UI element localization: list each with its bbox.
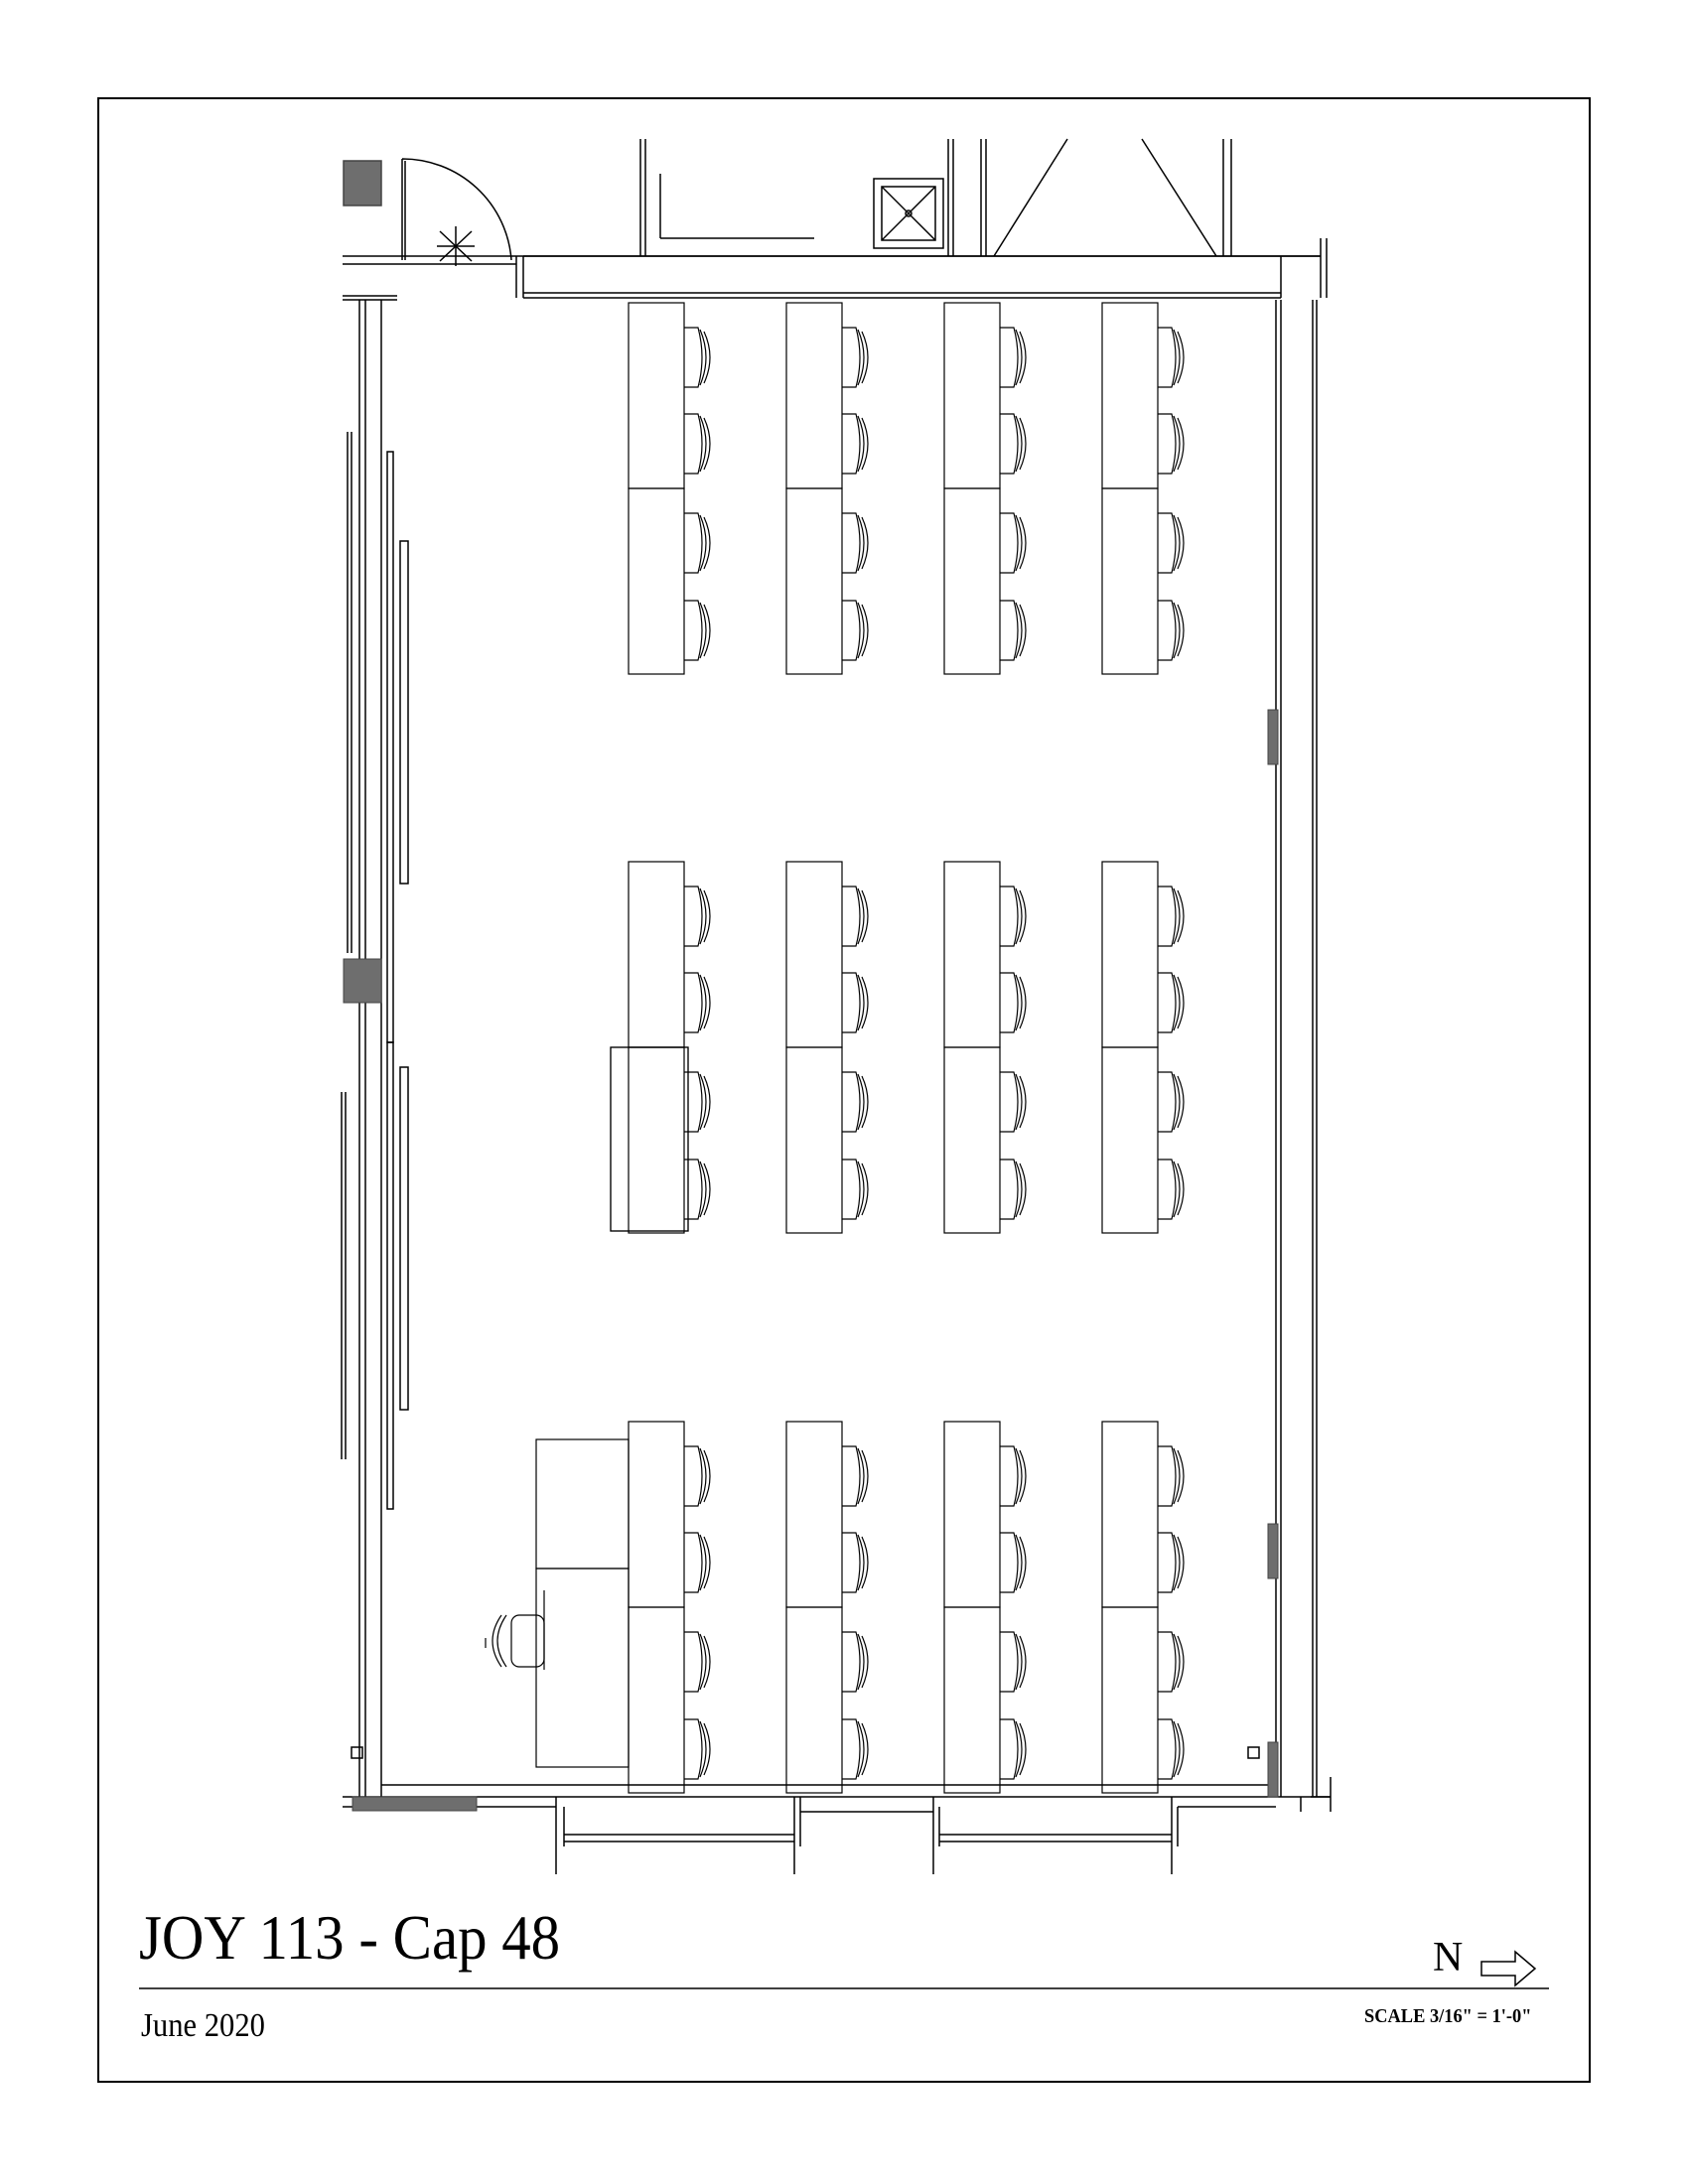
instructor-desk (536, 1439, 629, 1569)
student-chair (1158, 1160, 1184, 1219)
right-arrow-icon (1481, 1952, 1535, 1985)
student-chair (1158, 1719, 1184, 1779)
student-chair (684, 973, 710, 1032)
student-chair (1000, 1719, 1026, 1779)
student-chair (1158, 513, 1184, 573)
student-chair (1158, 1446, 1184, 1506)
student-chair (684, 1533, 710, 1592)
student-chair (684, 414, 710, 474)
desk (1102, 488, 1158, 674)
student-chair (1158, 1072, 1184, 1132)
north-label: N (1433, 1935, 1464, 1980)
instructor-desk-lower (536, 1569, 629, 1767)
desk (944, 862, 1000, 1047)
desk (944, 1422, 1000, 1607)
desk (629, 303, 684, 488)
student-chair (842, 1719, 868, 1779)
student-chair (684, 1632, 710, 1692)
student-chair (842, 513, 868, 573)
scale-label: SCALE 3/16" = 1'-0" (1364, 2005, 1532, 2027)
student-chair (842, 973, 868, 1032)
student-chair (1000, 513, 1026, 573)
desk (1102, 862, 1158, 1047)
desk (786, 303, 842, 488)
side-table (611, 1047, 688, 1231)
student-chair (842, 887, 868, 946)
seat-layout (684, 328, 1184, 1779)
student-chair (1158, 973, 1184, 1032)
student-chair (1158, 601, 1184, 660)
desk (786, 1607, 842, 1793)
desk (629, 862, 684, 1047)
student-chair (842, 1632, 868, 1692)
desk (1102, 1422, 1158, 1607)
desk (786, 488, 842, 674)
instructor-station (486, 1047, 688, 1767)
student-chair (1158, 887, 1184, 946)
student-chair (684, 1719, 710, 1779)
student-chair (684, 328, 710, 387)
desk-layout (611, 303, 1158, 1793)
student-chair (1000, 887, 1026, 946)
credenza (611, 1047, 688, 1231)
student-chair (1000, 1632, 1026, 1692)
student-chair (842, 414, 868, 474)
north-arrow (1481, 1952, 1535, 1985)
desk (629, 488, 684, 674)
desk (1102, 1607, 1158, 1793)
desk (629, 1422, 684, 1607)
desk (944, 1607, 1000, 1793)
student-chair (684, 1446, 710, 1506)
student-chair (1158, 328, 1184, 387)
student-chair (842, 1160, 868, 1219)
student-chair (1000, 601, 1026, 660)
desk (1102, 303, 1158, 488)
desk (629, 1607, 684, 1793)
student-chair (1000, 973, 1026, 1032)
student-chair (842, 601, 868, 660)
plan-date: June 2020 (141, 2007, 265, 2044)
desk (1102, 1047, 1158, 1233)
student-chair (1000, 1160, 1026, 1219)
column-block (344, 161, 381, 205)
instructor-chair (486, 1590, 544, 1670)
desk (786, 1422, 842, 1607)
desk (944, 488, 1000, 674)
plan-title: JOY 113 - Cap 48 (139, 1902, 561, 1973)
student-chair (1158, 1533, 1184, 1592)
student-chair (1158, 1632, 1184, 1692)
desk (944, 303, 1000, 488)
desk (786, 1047, 842, 1233)
student-chair (842, 328, 868, 387)
desk (786, 862, 842, 1047)
student-chair (1000, 1533, 1026, 1592)
wall-fills (344, 710, 1278, 1811)
student-chair (684, 887, 710, 946)
student-chair (842, 1072, 868, 1132)
student-chair (1000, 1072, 1026, 1132)
building-context (343, 139, 1327, 300)
student-chair (1000, 1446, 1026, 1506)
desk (944, 1047, 1000, 1233)
star-symbol (437, 226, 475, 266)
student-chair (842, 1446, 868, 1506)
desk (629, 1047, 684, 1233)
student-chair (684, 513, 710, 573)
student-chair (684, 601, 710, 660)
student-chair (1158, 414, 1184, 474)
student-chair (842, 1533, 868, 1592)
student-chair (1000, 328, 1026, 387)
student-chair (1000, 414, 1026, 474)
